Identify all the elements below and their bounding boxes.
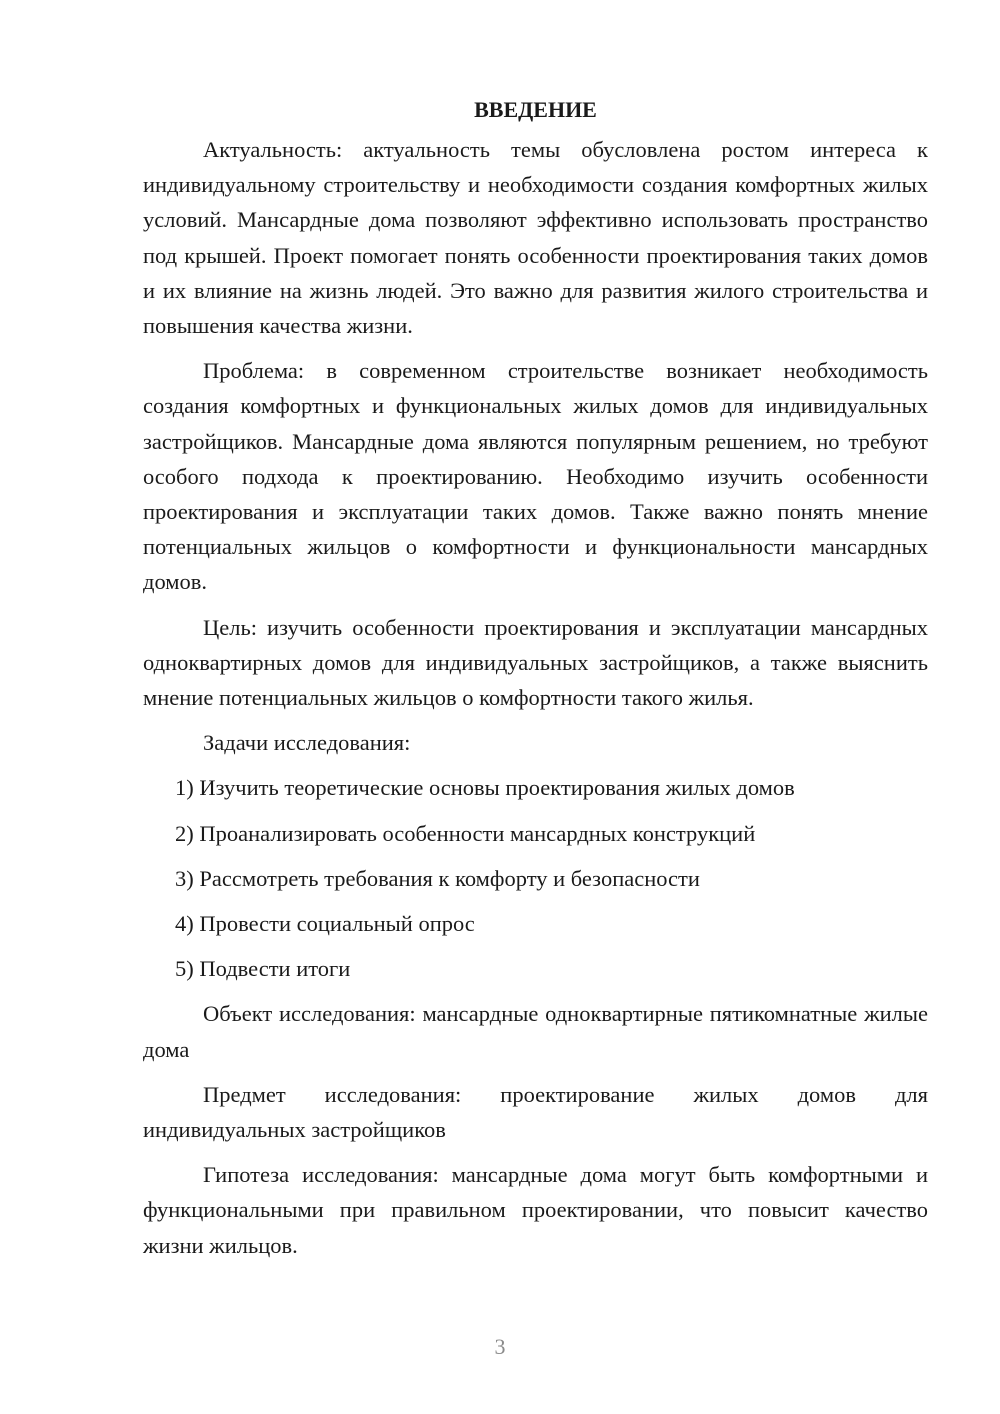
task-item: 5) Подвести итоги [175, 956, 351, 982]
tasks-heading: Задачи исследования: [203, 730, 411, 756]
subject-paragraph: Предмет исследования: проектирование жилых домов для индивидуальных застройщиков [143, 1081, 928, 1143]
problem-paragraph: Проблема: в современном строительстве возникает необходимость создания комфортных и функциональных жилых домов для индивидуальных застройщиков. Мансардные дома являются популярным решением, но требуют особого подхода к проектированию. Необходимо изучить особенности проектирования и эксплуатации таких домов. Также важно понять мнение потенциальных жильцов о комфортности и функциональности мансардных домов. [143, 358, 928, 595]
task-item: 1) Изучить теоретические основы проектирования жилых домов [175, 775, 795, 801]
relevance-paragraph: Актуальность: актуальность темы обусловлена ростом интереса к индивидуальному строительству и необходимости создания комфортных жилых условий. Мансардные дома позволяют эффективно использовать пространство под крышей. Проект помогает понять особенности проектирования таких домов и их влияние на жизнь людей. Это важно для развития жилого строительства и повышения качества жизни. [143, 137, 928, 339]
task-item: 3) Рассмотреть требования к комфорту и безопасности [175, 865, 700, 891]
goal-paragraph: Цель: изучить особенности проектирования и эксплуатации мансардных одноквартирных домов для индивидуальных застройщиков, а также выяснить мнение потенциальных жильцов о комфортности такого жилья. [143, 614, 928, 711]
task-item: 4) Провести социальный опрос [175, 911, 475, 937]
hypothesis-paragraph: Гипотеза исследования: мансардные дома могут быть комфортными и функциональными при правильном проектировании, что повысит качество жизни жильцов. [143, 1162, 928, 1258]
task-item: 2) Проанализировать особенности мансардных конструкций [175, 820, 756, 846]
page-number: 3 [494, 1334, 506, 1359]
tasks-list [143, 770, 928, 986]
document-title: ВВЕДЕНИЕ [474, 97, 597, 122]
document-page [143, 92, 928, 1273]
object-paragraph: Объект исследования: мансардные одноквартирные пятикомнатные жилые дома [143, 1001, 928, 1062]
